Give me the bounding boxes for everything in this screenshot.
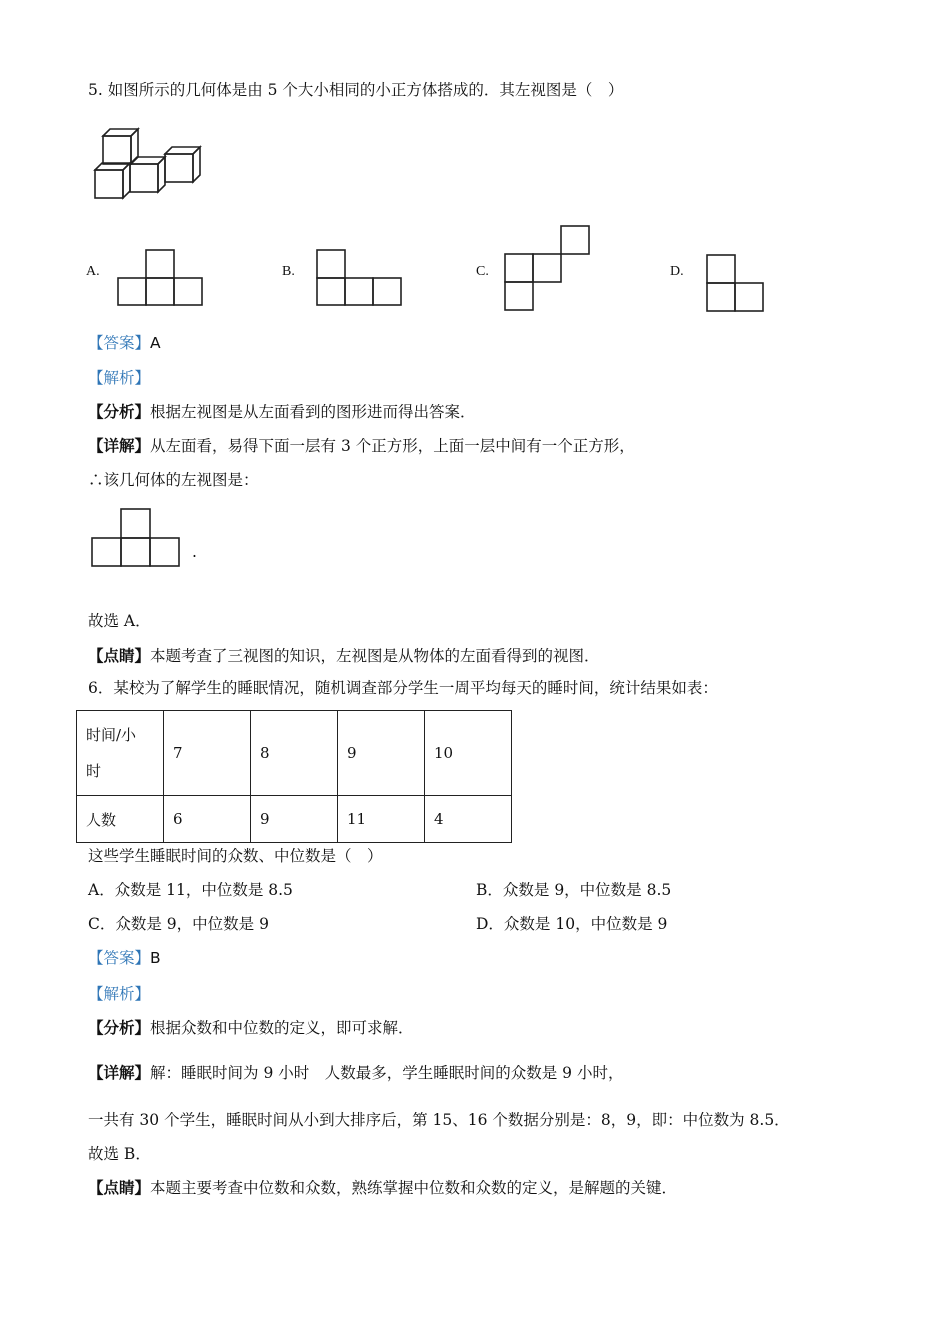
q5-option-b-label: B. [282,264,295,279]
table-cell: 9 [338,711,425,796]
q5-answer: A [150,334,161,352]
q6-xiangjie: 解：睡眠时间为 9 小时 人数最多，学生睡眠时间的众数是 9 小时， [150,1064,624,1082]
q6-answer-line [88,948,161,968]
table-cell: 10 [425,711,512,796]
q5-xiangjie-tag: 【详解】 [88,436,151,455]
q6-fenxi-line [88,1018,414,1038]
q5-option-a-label: A. [86,264,100,279]
q6-xiangjie-tag: 【详解】 [88,1063,151,1082]
q5-fenxi-tag: 【分析】 [88,402,151,421]
q6-option-d: D．众数是 10，中位数是 9 [476,915,668,933]
q5-therefore: ∴该几何体的左视图是： [88,471,259,489]
table-header-label: 时间/小时 [86,726,137,780]
q5-fenxi: 根据左视图是从左面看到的图形进而得出答案． [150,403,476,421]
q5-question: 5. 如图所示的几何体是由 5 个大小相同的小正方体搭成的．其左视图是（ ） [88,81,624,99]
q6-option-b: B．众数是 9，中位数是 8.5 [476,881,672,899]
q6-answer-tag: 【答案】 [88,949,151,967]
q6-dianjing-tag: 【点睛】 [88,1178,151,1197]
q5-option-c-figure [504,225,592,313]
table-cell: 11 [338,796,425,843]
q6-analysis-tag: 【解析】 [88,985,151,1003]
table-cell: 9 [251,796,338,843]
table-cell: 6 [164,796,251,843]
q5-analysis-tag: 【解析】 [88,369,151,387]
q6-xiangjie-line2: 一共有 30 个学生，睡眠时间从小到大排序后，第 15、16 个数据分别是：8，9，即：中位数为 8.5． [88,1111,790,1129]
q6-option-a: A．众数是 11，中位数是 8.5 [88,881,293,899]
q6-fenxi: 根据众数和中位数的定义，即可求解． [150,1019,414,1037]
q6-dianjing: 本题主要考查中位数和众数，熟练掌握中位数和众数的定义，是解题的关键． [150,1179,678,1197]
q5-dianjing-tag: 【点睛】 [88,646,151,665]
q6-dianjing-line [88,1178,677,1198]
q6-ask: 这些学生睡眠时间的众数、中位数是（ ） [88,847,383,865]
q5-answer-tag: 【答案】 [88,334,151,352]
q5-figure-period: . [192,543,197,561]
q6-xiangjie-line [88,1063,623,1083]
q5-option-d-label: D. [670,264,684,279]
table-row [77,711,512,796]
q5-choose: 故选 A． [88,612,151,630]
table-cell [77,711,164,796]
q5-dianjing: 本题考查了三视图的知识，左视图是从物体的左面看得到的视图． [150,647,600,665]
q5-xiangjie: 从左面看，易得下面一层有 3 个正方形，上面一层中间有一个正方形， [150,437,635,455]
q5-left-view-figure [91,507,183,569]
q6-question: 6．某校为了解学生的睡眠情况，随机调查部分学生一周平均每天的睡时间，统计结果如表： [88,679,718,697]
q5-solid-figure [92,126,207,204]
q5-option-d-figure [706,254,766,314]
table-cell: 8 [251,711,338,796]
q5-dianjing-line [88,646,600,666]
q6-option-c: C．众数是 9，中位数是 9 [88,915,269,933]
q5-answer-line [88,333,161,353]
table-row [77,796,512,843]
q5-option-a-figure [117,249,205,307]
q6-choose: 故选 B． [88,1145,151,1163]
q5-xiangjie-line [88,436,635,456]
table-cell: 4 [425,796,512,843]
q5-option-b-figure [316,249,404,307]
table-cell: 人数 [77,796,164,843]
q5-fenxi-line [88,402,476,422]
table-cell: 7 [164,711,251,796]
q6-fenxi-tag: 【分析】 [88,1018,151,1037]
q6-answer: B [150,949,161,967]
q5-option-c-label: C. [476,264,489,279]
q6-sleep-table [76,710,512,843]
